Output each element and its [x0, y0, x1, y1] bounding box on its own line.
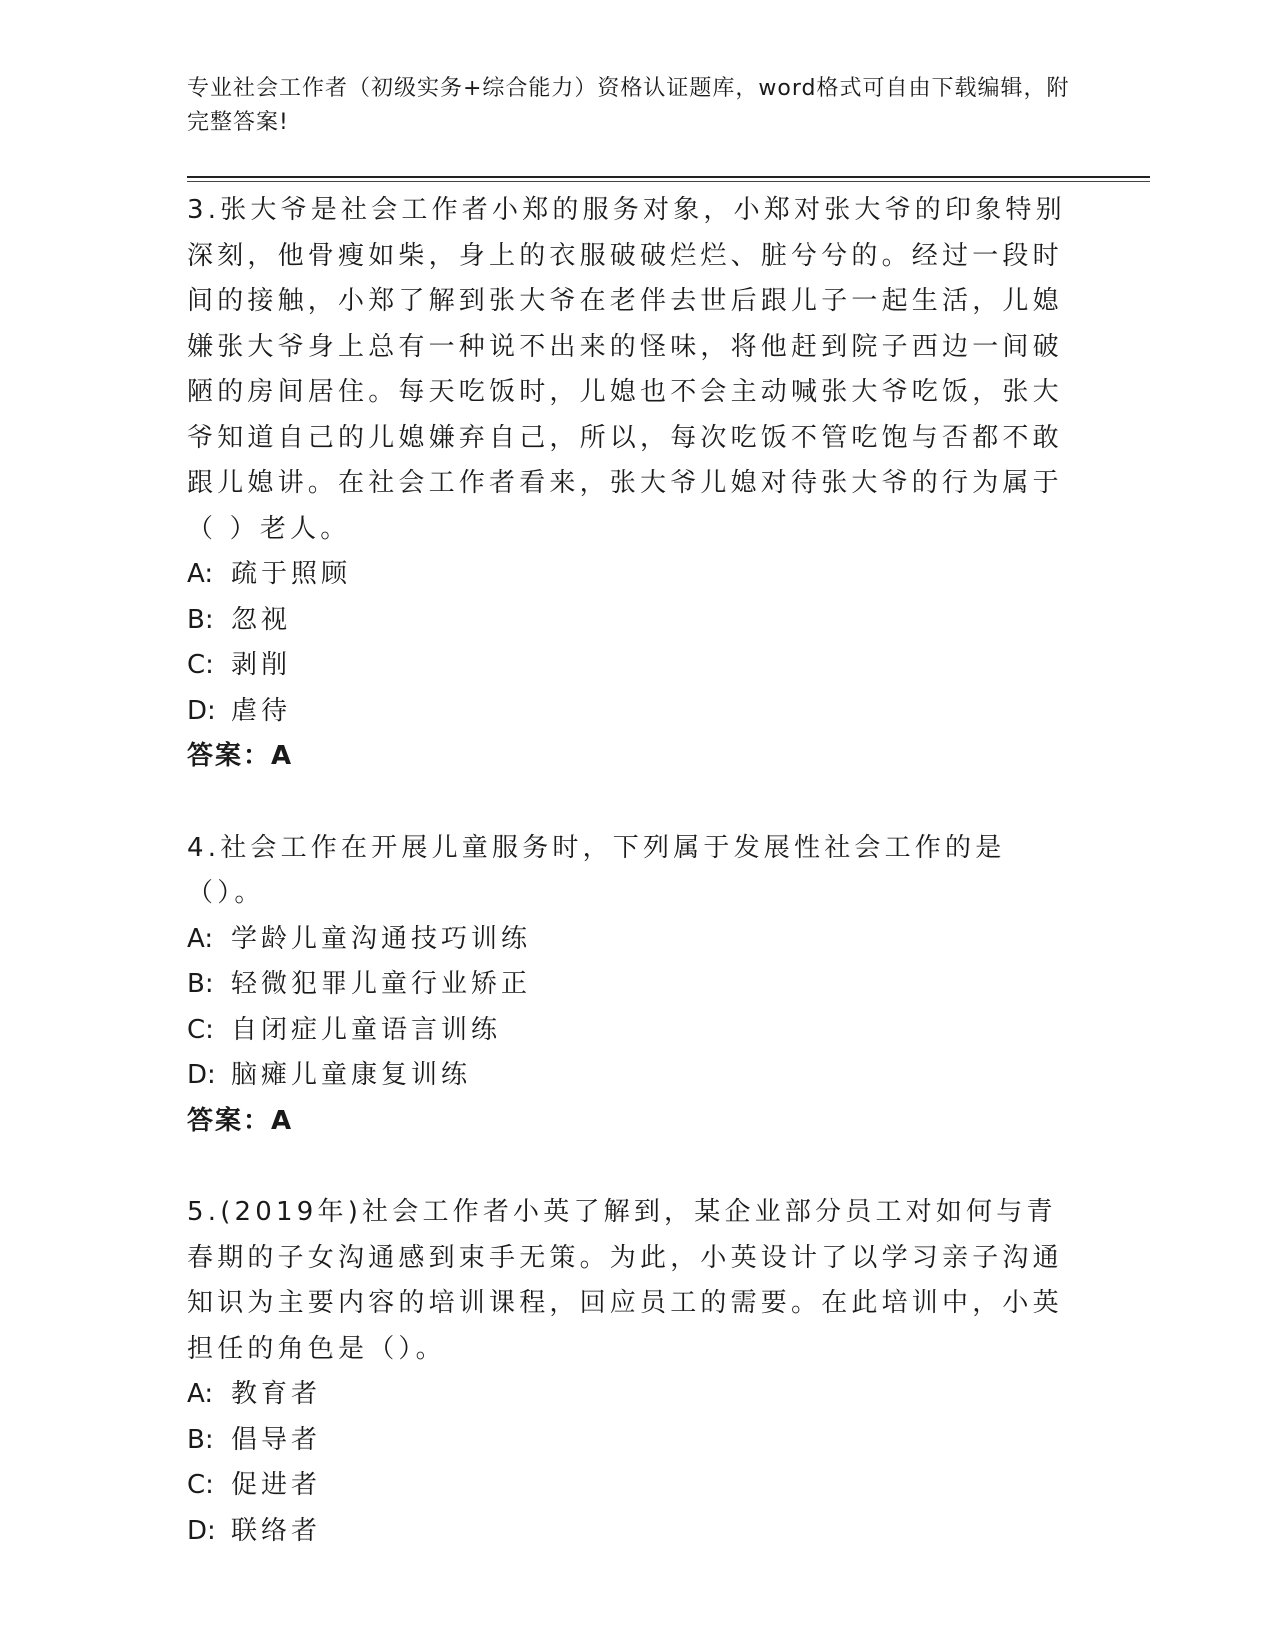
- option-a: [187, 552, 1067, 598]
- option-c: [187, 1008, 1067, 1054]
- option-key: A:: [187, 923, 214, 954]
- option-d: [187, 689, 1067, 735]
- question-list: [187, 188, 1067, 1600]
- option-text: 联络者: [231, 1515, 322, 1546]
- option-text: 虐待: [231, 695, 292, 726]
- option-text: 轻微犯罪儿童行业矫正: [231, 969, 532, 999]
- header-rule-thick: [187, 176, 1150, 178]
- option-a: [187, 1372, 1067, 1418]
- question-stem: 4.社会工作在开展儿童服务时，下列属于发展性社会工作的是（）。: [187, 832, 1006, 908]
- option-text: 忽视: [231, 604, 292, 635]
- option-b: [187, 1418, 1067, 1464]
- option-b: [187, 598, 1067, 644]
- option-text: 学龄儿童沟通技巧训练: [231, 923, 532, 954]
- answer-line: 答案：A: [187, 741, 294, 771]
- option-text: 疏于照顾: [231, 559, 352, 589]
- option-b: [187, 962, 1067, 1008]
- option-c: [187, 643, 1067, 689]
- option-key: D:: [187, 695, 216, 726]
- header-rule-thin: [187, 181, 1150, 182]
- option-text: 剥削: [231, 650, 292, 680]
- question-4: [187, 826, 1067, 1145]
- option-key: C:: [187, 1470, 214, 1500]
- option-text: 教育者: [231, 1379, 322, 1409]
- option-d: [187, 1509, 1067, 1555]
- option-key: B:: [187, 604, 214, 635]
- question-stem: 5.(2019年)社会工作者小英了解到，某企业部分员工对如何与青春期的子女沟通感到束手无策。为此，小英设计了以学习亲子沟通知识为主要内容的培训课程，回应员工的需要。在此培训中，小英担任的角色是（）。: [187, 1197, 1063, 1364]
- page-header: 专业社会工作者（初级实务+综合能力）资格认证题库，word格式可自由下载编辑，附完整答案!: [187, 76, 1070, 135]
- option-text: 倡导者: [231, 1424, 322, 1455]
- option-key: A:: [187, 1379, 214, 1409]
- option-a: [187, 917, 1067, 963]
- option-key: C:: [187, 650, 214, 680]
- option-key: A:: [187, 559, 214, 589]
- option-key: B:: [187, 1424, 214, 1455]
- option-key: D:: [187, 1515, 216, 1546]
- question-5: [187, 1190, 1067, 1554]
- question-stem: 3.张大爷是社会工作者小郑的服务对象，小郑对张大爷的印象特别深刻，他骨瘦如柴，身上的衣服破破烂烂、脏兮兮的。经过一段时间的接触，小郑了解到张大爷在老伴去世后跟儿子一起生活，儿媳嫌张大爷身上总有一种说不出来的怪味，将他赶到院子西边一间破陋的房间居住。每天吃饭时，儿媳也不会主动喊张大爷吃饭，张大爷知道自己的儿媳嫌弃自己，所以，每次吃饭不管吃饱与否都不敢跟儿媳讲。在社会工作者看来，张大爷儿媳对待张大爷的行为属于（ ）老人。: [187, 195, 1066, 544]
- answer-line: 答案：A: [187, 1105, 294, 1136]
- option-key: B:: [187, 969, 214, 999]
- option-c: [187, 1463, 1067, 1509]
- option-text: 促进者: [231, 1470, 322, 1500]
- option-text: 脑瘫儿童康复训练: [231, 1060, 472, 1090]
- option-d: [187, 1053, 1067, 1099]
- question-3: [187, 188, 1067, 780]
- option-key: D:: [187, 1060, 216, 1090]
- option-text: 自闭症儿童语言训练: [231, 1014, 502, 1045]
- option-key: C:: [187, 1014, 214, 1045]
